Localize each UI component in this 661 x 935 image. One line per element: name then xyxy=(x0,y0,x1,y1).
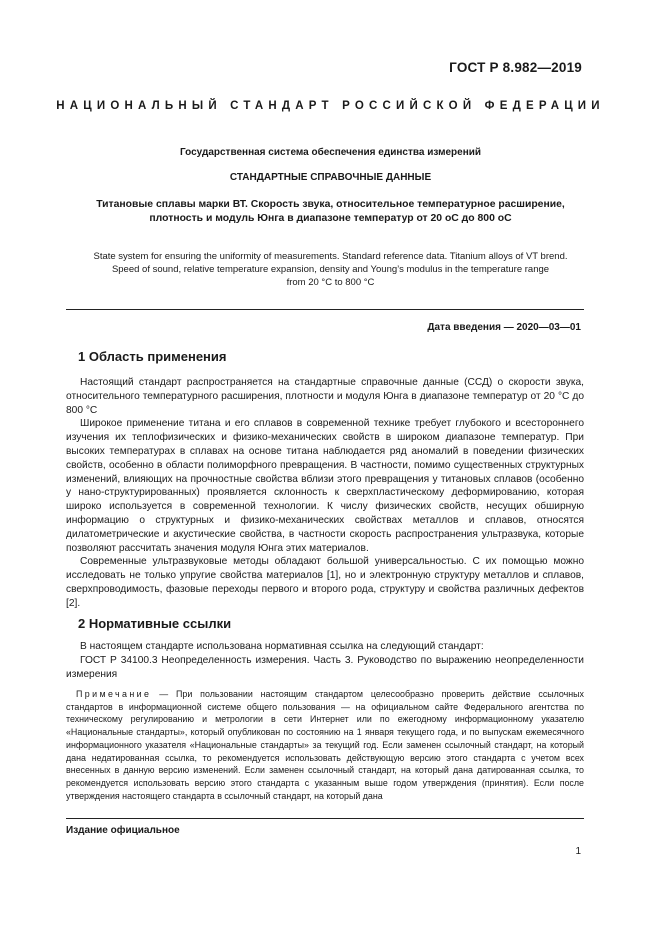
main-title-line: плотность и модуль Юнга в диапазоне температур от 20 оС до 800 оС xyxy=(149,213,512,224)
section-1-heading: 1 Область применения xyxy=(78,349,227,364)
note-text: — При пользовании настоящим стандартом целесообразно проверить действие ссылочных стандартов в информационной системе общего пользования — на официальном сайте Федерального агентства по техническому регулированию и метрологии в сети Интернет или по ежегодному информационному указателю «Национальные стандарты», который опубликован по состоянию на 1 января текущего года, и по выпускам ежемесячного информационного указателя «Национальные стандарты» за текущий год. Если заменен ссылочный стандарт, на который дана недатированная ссылка, то рекомендуется использовать действующую версию этого стандарта с учетом всех внесенных в данную версию изменений. Если заменен ссылочный стандарт, на который дана датированная ссылка, то рекомендуется использовать версию этого стандарта с указанным выше годом утверждения (принятия). Если после утверждения настоящего стандарта в ссылочный стандарт, на который дана xyxy=(66,689,584,801)
main-title-line: Титановые сплавы марки ВТ. Скорость звука, относительное температурное расширение, xyxy=(96,199,565,210)
official-edition-label: Издание официальное xyxy=(66,825,180,836)
paragraph: В настоящем стандарте использована нормативная ссылка на следующий стандарт: xyxy=(80,641,484,652)
section-1-body xyxy=(66,376,584,611)
note-label: Примечание xyxy=(76,689,152,699)
english-title-line: State system for ensuring the uniformity of measurements. Standard reference data. Titanium alloys of VT brend. xyxy=(93,251,568,262)
main-title xyxy=(60,198,601,226)
english-title-line: Speed of sound, relative temperature expansion, density and Young’s modulus in the temperature range xyxy=(111,264,550,275)
section-2-body xyxy=(66,640,584,681)
document-number: ГОСТ Р 8.982—2019 xyxy=(449,60,582,75)
paragraph: Настоящий стандарт распространяется на стандартные справочные данные (ССД) о скорости звука, относительного температурного расширения, плотности и модуля Юнга в диапазоне температур от 20 °С до 800 °С xyxy=(66,377,584,416)
national-standard-heading: НАЦИОНАЛЬНЫЙ СТАНДАРТ РОССИЙСКОЙ ФЕДЕРАЦИИ xyxy=(56,100,605,112)
header-divider xyxy=(66,309,584,310)
introduction-date: Дата введения — 2020—03—01 xyxy=(427,322,581,333)
reference-data-title: СТАНДАРТНЫЕ СПРАВОЧНЫЕ ДАННЫЕ xyxy=(229,172,432,183)
paragraph: Современные ультразвуковые методы обладают большой универсальностью. С их помощью можно исследовать не только упругие свойства материалов [1], но и электронную структуру металлов и сплавов, сверхпроводимость, фазовые переходы первого и второго рода, структуру и свойства различных дефектов [2]. xyxy=(66,556,584,609)
paragraph: ГОСТ Р 34100.3 Неопределенность измерения. Часть 3. Руководство по выражению неопределенности измерения xyxy=(66,654,584,680)
system-title: Государственная система обеспечения единства измерений xyxy=(179,147,482,158)
english-title xyxy=(55,250,606,289)
english-title-line: from 20 °C to 800 °C xyxy=(286,277,375,288)
section-2-heading: 2 Нормативные ссылки xyxy=(78,616,232,631)
note xyxy=(66,688,584,802)
page-number: 1 xyxy=(575,846,581,857)
footer-divider xyxy=(66,818,584,819)
paragraph: Широкое применение титана и его сплавов в современной технике требует глубокого и всестороннего изучения их теплофизических и физико-механических свойств в широком диапазоне температур. При высоких температурах в сплавах на основе титана наблюдается ряд аномалий в поведении физических свойств, особенно в области полиморфного превращения. В частности, помимо существенных структурных изменений, влияющих на прочностные свойства вблизи этого превращения у титановых сплавов (особенно у нано-структурированных) проявляется склонность к сверхпластическому деформированию, которая широко используется в современной технологии. К числу физических свойств, несущих обширную информацию о структурных и физико-механических свойствах металлов и сплавов, относятся дилатометрические и акустические свойства, в частности скорость распространения ультразвука, которые позволяют рассчитать значения модуля Юнга этих материалов. xyxy=(66,418,584,554)
